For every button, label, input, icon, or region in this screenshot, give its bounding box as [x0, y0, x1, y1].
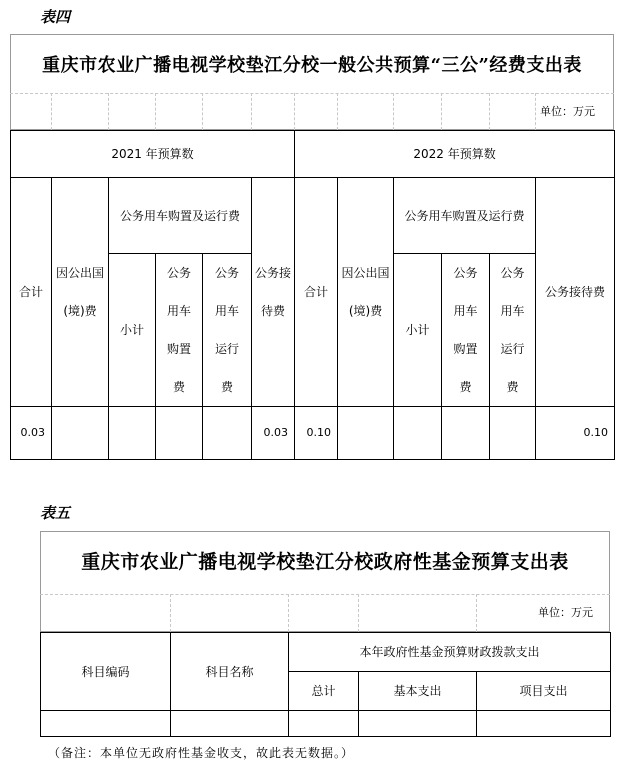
header-vehicle-2022: 公务用车购置及运行费 [394, 178, 536, 254]
table4-unit: 单位：万元 [540, 105, 595, 118]
table-cell [359, 711, 477, 737]
table5-note: （备注：本单位无政府性基金收支，故此表无数据。） [48, 746, 355, 760]
header-vehicle-run-2021: 公务用车运行费 [203, 254, 252, 407]
table4-grid-line [393, 93, 394, 130]
value-subtotal-2021 [109, 407, 156, 460]
table-cell [477, 711, 611, 737]
header-vehicle-run-2022: 公务用车运行费 [490, 254, 536, 407]
table5-grid-line [288, 594, 289, 632]
table4-title: 重庆市农业广播电视学校垫江分校一般公共预算“三公”经费支出表 [42, 55, 582, 76]
table5-title: 重庆市农业广播电视学校垫江分校政府性基金预算支出表 [81, 550, 569, 573]
header-reception-2022: 公务接待费 [536, 178, 615, 407]
table4-grid-line [337, 93, 338, 130]
header-fund-group: 本年政府性基金预算财政拨款支出 [289, 633, 611, 672]
value-subtotal-2022 [394, 407, 442, 460]
value-buy-2022 [442, 407, 490, 460]
table4-grid-line [108, 93, 109, 130]
header-abroad-2021: 因公出国(境)费 [52, 178, 109, 407]
table-cell [41, 711, 171, 737]
table5 [40, 632, 611, 737]
table4-grid-line [251, 93, 252, 130]
header-fund-total: 总计 [289, 672, 359, 711]
group-2022: 2022 年预算数 [295, 131, 615, 178]
value-abroad-2022 [338, 407, 394, 460]
table5-unit: 单位：万元 [538, 606, 593, 619]
group-2021: 2021 年预算数 [11, 131, 295, 178]
table-cell [289, 711, 359, 737]
table5-label: 表五 [40, 504, 71, 522]
header-vehicle-2021: 公务用车购置及运行费 [109, 178, 252, 254]
value-buy-2021 [156, 407, 203, 460]
table4-label: 表四 [40, 8, 71, 26]
header-fund-project: 项目支出 [477, 672, 611, 711]
value-total-2022: 0.10 [295, 407, 338, 460]
header-abroad-2022: 因公出国(境)费 [338, 178, 394, 407]
value-run-2022 [490, 407, 536, 460]
table4-grid-line [294, 93, 295, 130]
value-run-2021 [203, 407, 252, 460]
table4-grid-line [202, 93, 203, 130]
table5-grid-line [170, 594, 171, 632]
header-total-2021: 合计 [11, 178, 52, 407]
header-vehicle-buy-2021: 公务用车购置费 [156, 254, 203, 407]
header-fund-basic: 基本支出 [359, 672, 477, 711]
table4-grid-line [10, 93, 614, 94]
table4 [10, 130, 615, 460]
header-code: 科目编码 [41, 633, 171, 711]
value-total-2021: 0.03 [11, 407, 52, 460]
header-total-2022: 合计 [295, 178, 338, 407]
value-reception-2022: 0.10 [536, 407, 615, 460]
table4-grid-line [535, 93, 536, 130]
value-abroad-2021 [52, 407, 109, 460]
table4-grid-line [155, 93, 156, 130]
header-subtotal-2021: 小计 [109, 254, 156, 407]
table4-grid-line [51, 93, 52, 130]
header-name: 科目名称 [171, 633, 289, 711]
table5-grid-line [476, 594, 477, 632]
value-reception-2021: 0.03 [252, 407, 295, 460]
header-reception-2021: 公务接待费 [252, 178, 295, 407]
table-cell [171, 711, 289, 737]
header-vehicle-buy-2022: 公务用车购置费 [442, 254, 490, 407]
table5-grid-line [40, 594, 610, 595]
header-subtotal-2022: 小计 [394, 254, 442, 407]
table5-grid-line [358, 594, 359, 632]
table4-grid-line [441, 93, 442, 130]
table4-grid-line [489, 93, 490, 130]
